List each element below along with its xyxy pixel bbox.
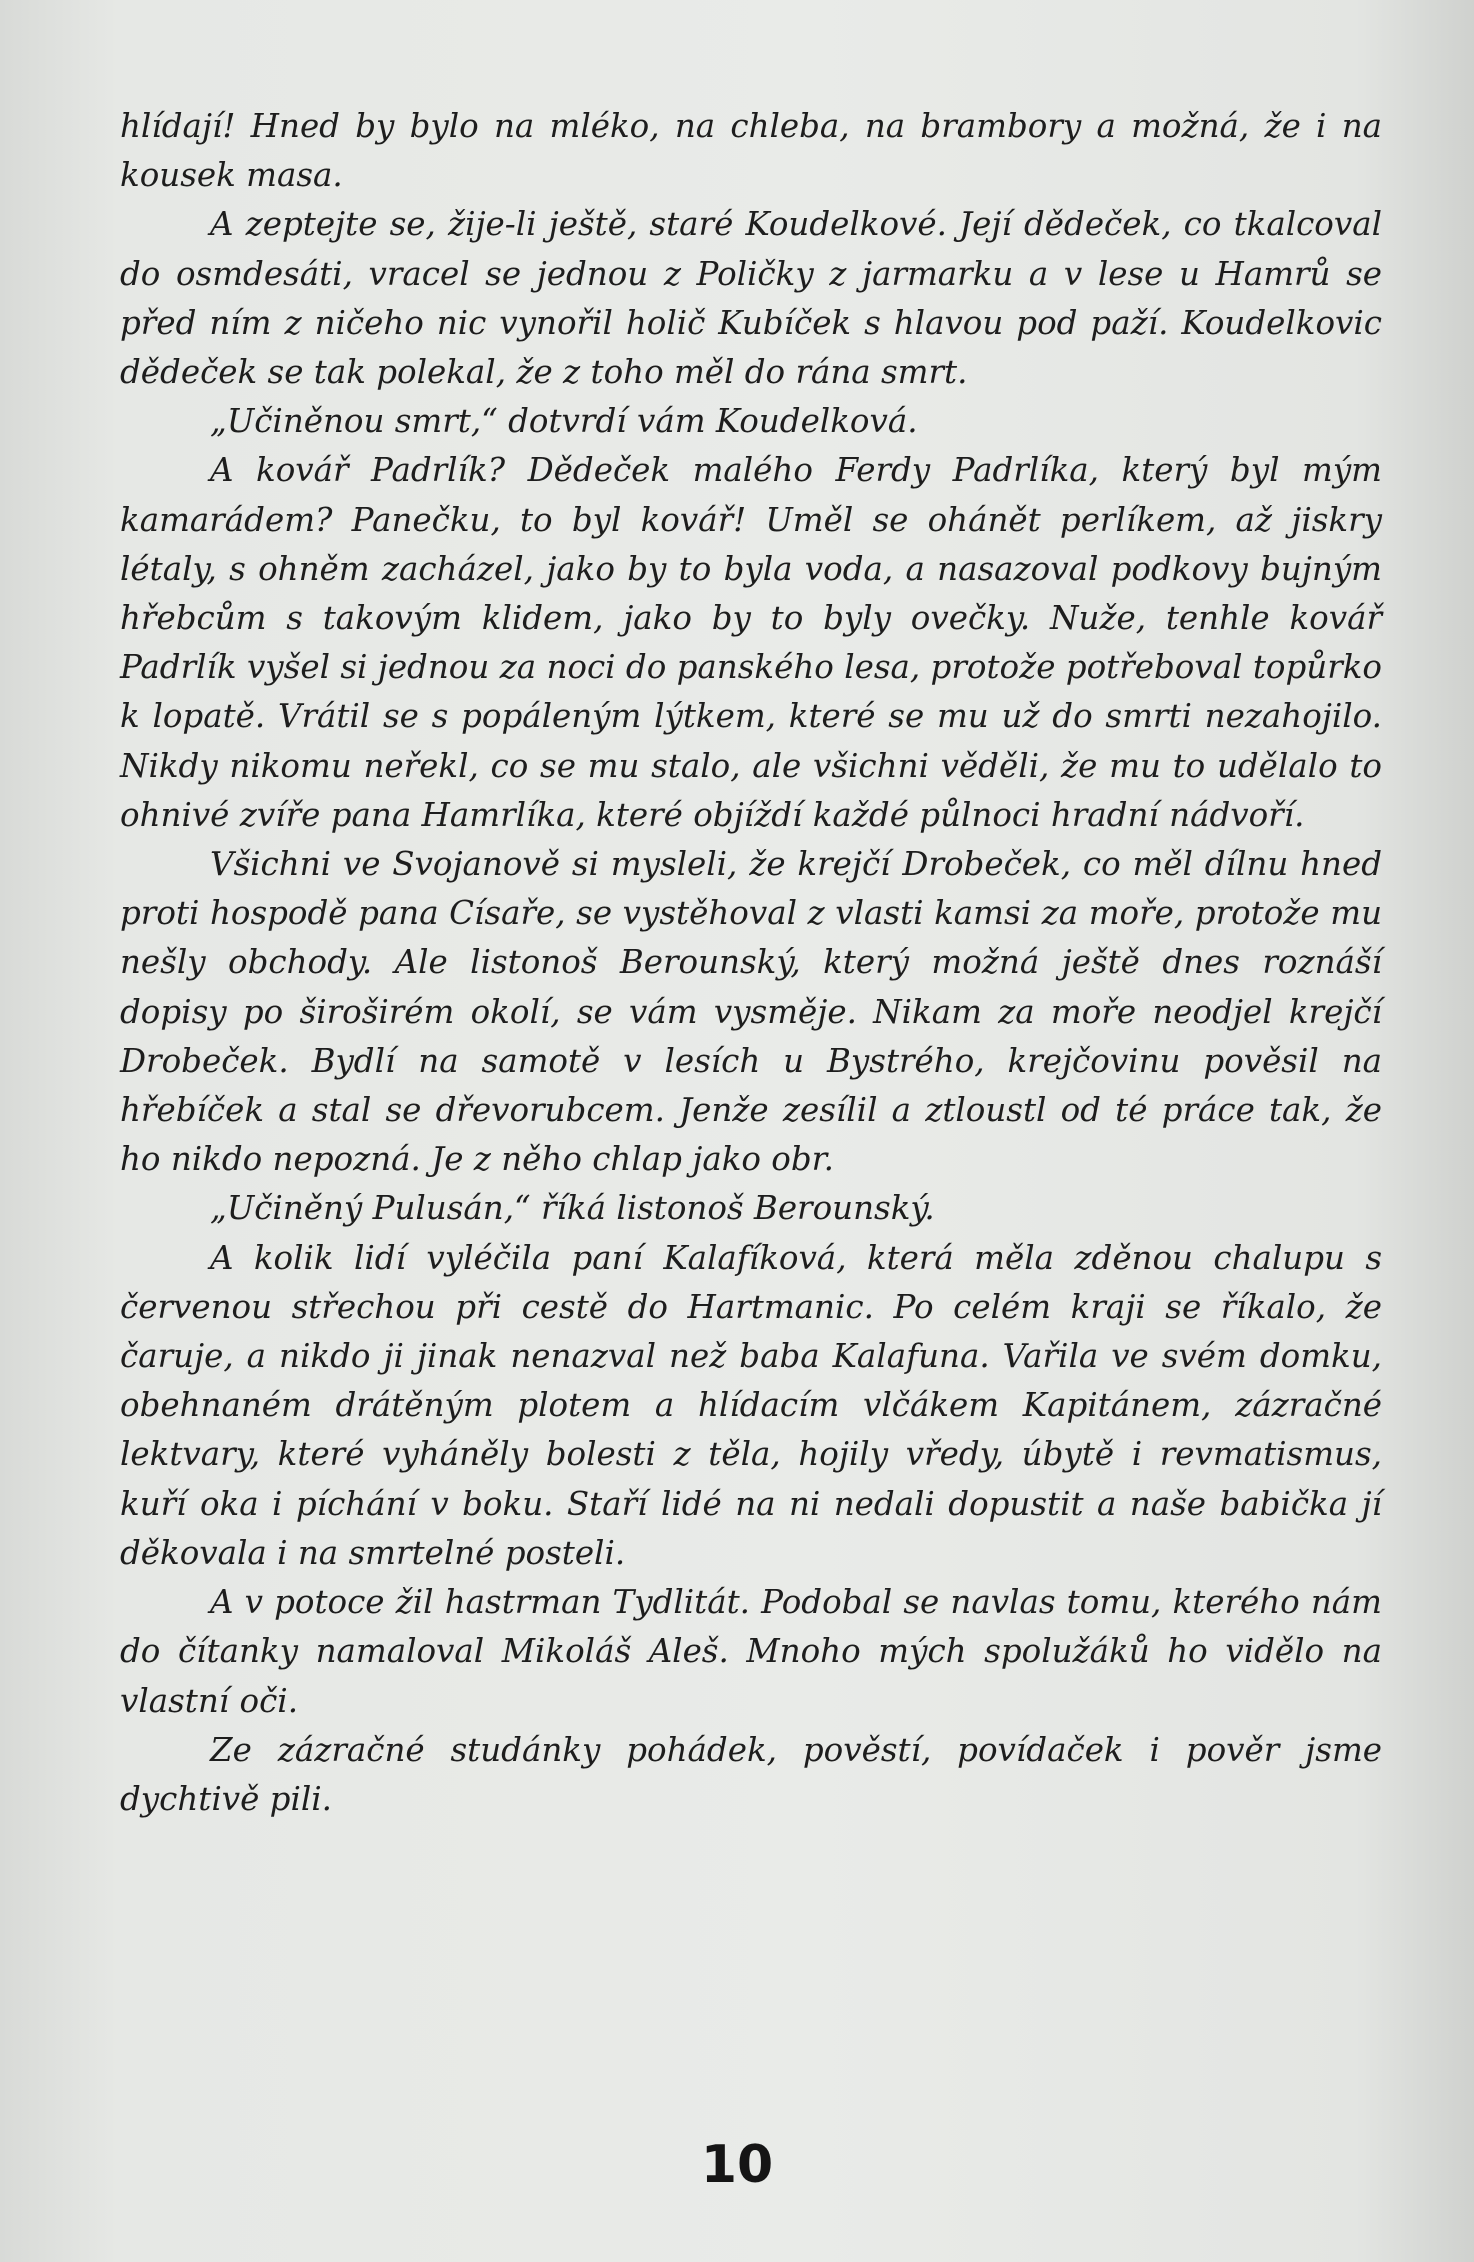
paragraph-8: A v potoce žil hastrman Tydlitát. Podobal se navlas tomu, kterého nám do čítanky namaloval Mikoláš Aleš. Mnoho mých spolužáků ho vidělo na vlastní oči.: [120, 1583, 1382, 1720]
body-text: [120, 102, 1382, 1824]
paragraph-1: hlídají! Hned by bylo na mléko, na chleba, na brambory a možná, že i na kousek masa.: [120, 107, 1382, 195]
paragraph-4: A kovář Padrlík? Dědeček malého Ferdy Padrlíka, který byl mým kamarádem? Panečku, to byl kovář! Uměl se ohánět perlíkem, až jiskry létaly, s ohněm zacházel, jako by to byla voda, a nasazoval podkovy bujným hřebcům s takovým klidem, jako by to byly ovečky. Nuže, tenhle kovář Padrlík vyšel si jednou za noci do panského lesa, protože potřeboval topůrko k lopatě. Vrátil se s popáleným lýtkem, které se mu už do smrti nezahojilo. Nikdy nikomu neřekl, co se mu stalo, ale všichni věděli, že mu to udělalo to ohnivé zvíře pana Hamrlíka, které objíždí každé půlnoci hradní nádvoří.: [120, 451, 1382, 834]
paragraph-3: „Učiněnou smrt,“ dotvrdí vám Koudelková.: [210, 402, 918, 441]
page-number: 10: [700, 2135, 774, 2195]
paragraph-2: A zeptejte se, žije-li ještě, staré Koudelkové. Její dědeček, co tkalcoval do osmdesáti, vracel se jednou z Poličky z jarmarku a v lese u Hamrů se před ním z ničeho nic vynořil holič Kubíček s hlavou pod paží. Koudelkovic dědeček se tak polekal, že z toho měl do rána smrt.: [120, 205, 1382, 392]
paragraph-7: A kolik lidí vyléčila paní Kalafíková, která měla zděnou chalupu s červenou střechou při cestě do Hartmanic. Po celém kraji se říkalo, že čaruje, a nikdo ji jinak nenazval než baba Kalafuna. Vařila ve svém domku, obehnaném drátěným plotem a hlídacím vlčákem Kapitánem, zázračné lektvary, které vyháněly bolesti z těla, hojily vředy, úbytě i revmatismus, kuří oka i píchání v boku. Staří lidé na ni nedali dopustit a naše babička jí děkovala i na smrtelné posteli.: [120, 1238, 1382, 1572]
paragraph-6: „Učiněný Pulusán,“ říká listonoš Berounský.: [210, 1189, 935, 1228]
paragraph-5: Všichni ve Svojanově si mysleli, že krejčí Drobeček, co měl dílnu hned proti hospodě pana Císaře, se vystěhoval z vlasti kamsi za moře, protože mu nešly obchody. Ale listonoš Berounský, který možná ještě dnes roznáší dopisy po široširém okolí, se vám vysměje. Nikam za moře neodjel krejčí Drobeček. Bydlí na samotě v lesích u Bystrého, krejčovinu pověsil na hřebíček a stal se dřevorubcem. Jenže zesílil a ztloustl od té práce tak, že ho nikdo nepozná. Je z něho chlap jako obr.: [120, 845, 1382, 1179]
paragraph-9: Ze zázračné studánky pohádek, pověstí, povídaček i pověr jsme dychtivě pili.: [120, 1730, 1382, 1818]
